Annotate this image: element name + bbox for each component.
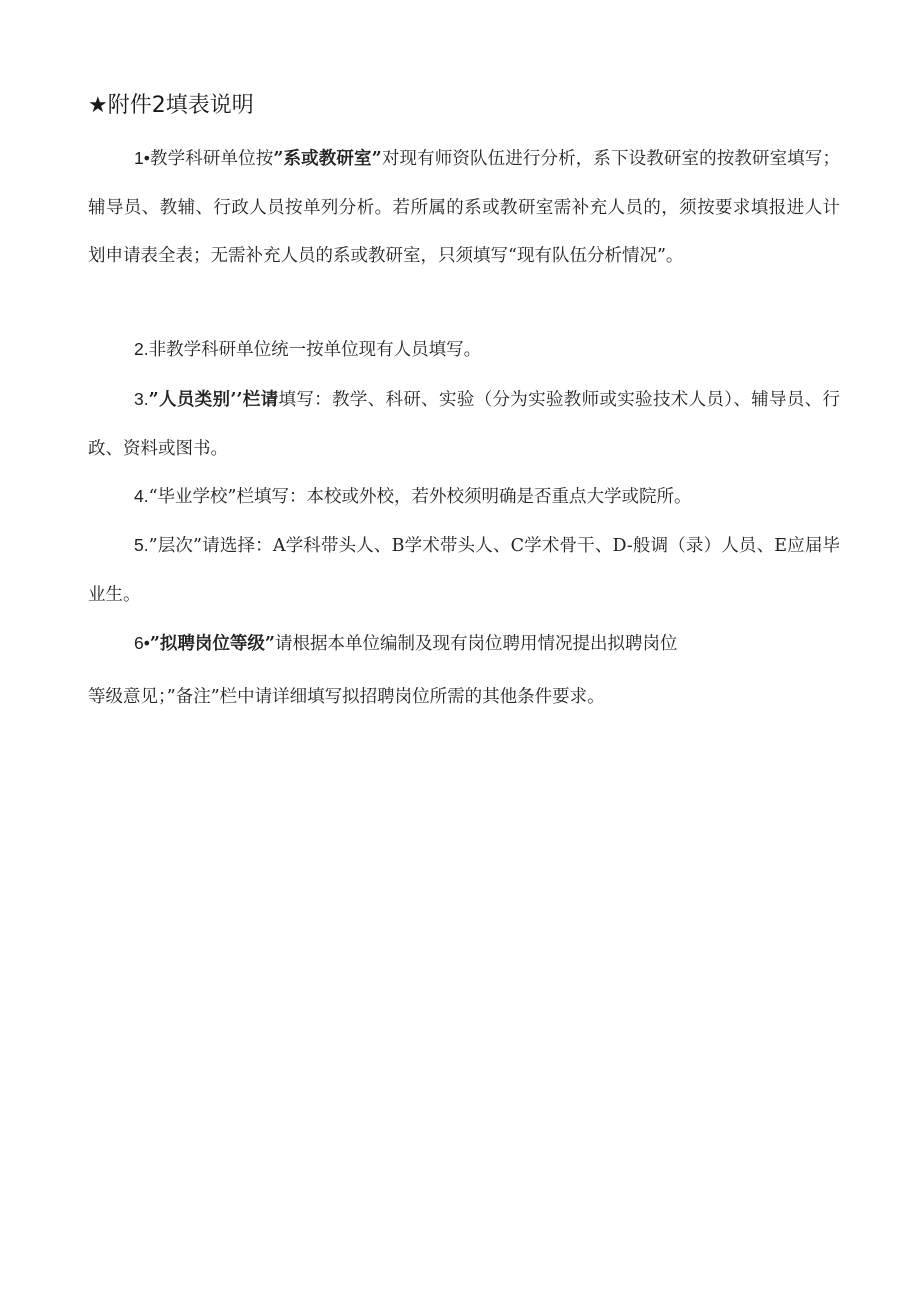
instruction-item-2 bbox=[88, 325, 840, 375]
item-number: 2. bbox=[134, 339, 149, 359]
item-number: 5. bbox=[134, 535, 149, 555]
item-text: 对现有师资队伍进行分析，系下设教研室的按教研室填写；辅导员、教辅、行政人员按单列分析。若所属的系或教研室需补充人员的，须按要求填报进人计划申请表全表；无需补充人员的系或教研室，只须填写“现有队伍分析情况”。 bbox=[88, 149, 840, 266]
instruction-item-6-continued bbox=[88, 673, 840, 722]
item-text: “毕业学校”栏填写：本校或外校，若外校须明确是否重点大学或院所。 bbox=[148, 487, 692, 507]
instruction-item-6 bbox=[88, 619, 840, 669]
item-text: 非教学科研单位统一按单位现有人员填写。 bbox=[148, 340, 482, 360]
item-number: 6• bbox=[134, 633, 150, 653]
item-number: 1• bbox=[134, 148, 150, 168]
item-number: 4. bbox=[134, 486, 149, 506]
item-emphasis: ”人员类别’’栏请 bbox=[148, 390, 279, 410]
item-text: 等级意见；”备注”栏中请详细填写拟招聘岗位所需的其他条件要求。 bbox=[88, 687, 605, 707]
item-text-lead: 教学科研单位按 bbox=[149, 149, 274, 169]
item-text: ”层次”请选择：A学科带头人、B学术带头人、C学术骨干、D-般调（录）人员、E应届毕业生。 bbox=[88, 536, 840, 605]
instruction-item-5 bbox=[88, 521, 840, 619]
instruction-item-4 bbox=[88, 472, 840, 522]
document-title: ★附件2填表说明 bbox=[88, 93, 254, 118]
instruction-item-3 bbox=[88, 375, 840, 473]
item-text: 填写：教学、科研、实验（分为实验教师或实验技术人员）、辅导员、行政、资料或图书。 bbox=[88, 390, 840, 459]
item-number: 3. bbox=[134, 389, 149, 409]
item-text: 请根据本单位编制及现有岗位聘用情况提出拟聘岗位 bbox=[275, 634, 678, 654]
item-emphasis: ”系或教研室” bbox=[273, 149, 382, 169]
instruction-item-1 bbox=[88, 134, 840, 281]
item-emphasis: ”拟聘岗位等级” bbox=[149, 634, 275, 654]
